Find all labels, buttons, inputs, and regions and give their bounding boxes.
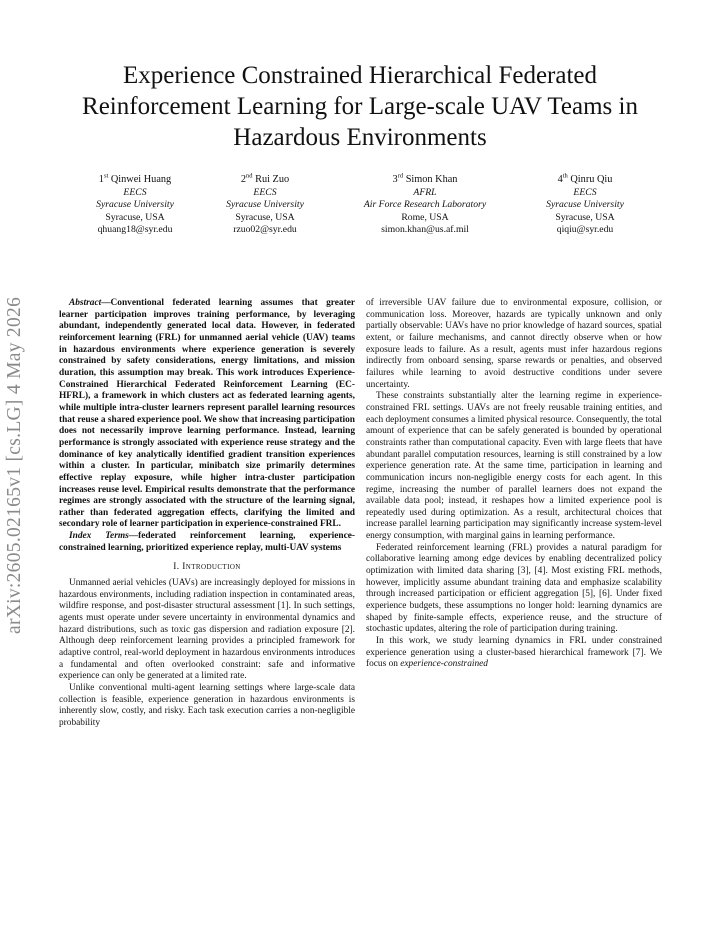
author-location: Syracuse, USA xyxy=(555,211,615,223)
author-name: 1st Qinwei Huang xyxy=(98,172,172,185)
body-paragraph: In this work, we study learning dynamics in FRL under constrained experience generation using a cluster-based hierarchical framework [7]. We focus on experience-constrained xyxy=(366,636,662,670)
author-location: Syracuse, USA xyxy=(105,211,165,223)
author-3 xyxy=(350,174,500,237)
author-location: Syracuse, USA xyxy=(235,211,295,223)
left-column xyxy=(59,298,355,730)
section-heading: I. Introduction xyxy=(173,562,241,573)
index-terms xyxy=(59,531,355,554)
author-name: 3rd Simon Khan xyxy=(392,172,458,185)
author-org: Syracuse University xyxy=(96,199,174,211)
author-email: qiqiu@syr.edu xyxy=(556,224,614,236)
body-paragraph: Federated reinforcement learning (FRL) provides a natural paradigm for collaborative learning among edge devices by enabling decentralized policy optimization with limited data sharing [3], [4]. Most existing FRL methods, however, implicitly assume abundant training data and emphasize scalability through increased participation or efficient aggregation [5], [6]. Under fixed experience budgets, these assumptions no longer hold: learning dynamics are shaped by finite-sample effects, experience reuse, and the structure of stochastic updates, altering the role of participation during training. xyxy=(366,542,662,635)
author-org: Syracuse University xyxy=(546,199,624,211)
body-paragraph: of irreversible UAV failure due to environmental exposure, collision, or communication loss. Moreover, hazards are typically unknown and only partially observable: UAVs have no prior knowledge of hazard sources, spatial extent, or failure mechanisms, and cannot directly observe when or how exposure leads to failure. As a result, agents must infer hazardous regions indirectly from onboard sensing, sparse rewards or penalties, and observed failures while learning to avoid destructive conditions under severe uncertainty. xyxy=(366,298,662,390)
index-terms-text: —federated reinforcement learning, experience-constrained learning, prioritized experience replay, multi-UAV systems xyxy=(59,531,355,553)
author-name: 2nd Rui Zuo xyxy=(240,172,290,185)
body-paragraph: Unlike conventional multi-agent learning settings where large-scale data collection is feasible, experience generation in hazardous environments is inherently slow, costly, and risky. Each task execution carries a non-negligible probability xyxy=(59,683,355,728)
body-paragraph: These constraints substantially alter the learning regime in experience-constrained FRL settings. UAVs are not freely reusable training entities, and each deployment consumes a limited physical resource. Consequently, the total amount of experience that can be safely generated is bounded by operational constraints rather than computational capacity. Even with large fleets that have abundant parallel computation resources, learning is still constrained by a low experience generation rate. At the same time, participation in learning and communication incurs non-negligible energy costs for each agent. In this regime, increasing the number of parallel learners does not expand the available data pool; instead, it reshapes how a limited experience pool is repeatedly used during optimization. As a result, architectural choices that increase parallel learning participation may significantly increase system-level energy consumption, with marginal gains in learning performance. xyxy=(366,391,662,542)
author-location: Rome, USA xyxy=(401,211,449,223)
author-email: qhuang18@syr.edu xyxy=(97,224,173,236)
author-dept: AFRL xyxy=(413,186,437,198)
author-dept: EECS xyxy=(123,186,147,198)
author-4 xyxy=(510,174,660,237)
author-dept: EECS xyxy=(573,186,597,198)
abstract xyxy=(59,298,355,531)
author-1 xyxy=(60,174,210,237)
author-org: Air Force Research Laboratory xyxy=(363,199,487,211)
arxiv-identifier: arXiv:2605.02165v1 [cs.LG] 4 May 2026 xyxy=(4,296,25,634)
body-paragraph: Unmanned aerial vehicles (UAVs) are increasingly deployed for missions in hazardous environments, including radiation inspection in contaminated areas, wildfire response, and post-disaster structural assessment [1]. In such settings, agents must operate under severe uncertainty in environmental dynamics and hazard distributions, such as toxic gas dispersion and radiation exposure [2]. Although deep reinforcement learning provides a principled framework for adaptive control, real-world deployment in hazardous environments introduces a fundamental and often overlooked constraint: safe and informative experience can only be generated at a limited rate. xyxy=(59,578,355,682)
abstract-text: —Conventional federated learning assumes that greater learner participation improves training performance, by leveraging abundant, independently generated local data. However, in federated reinforcement learning (FRL) for unmanned aerial vehicle (UAV) teams in hazardous environments where experience generation is severely constrained by safety considerations, energy limitations, and mission duration, this assumption may break. This work introduces Experience-Constrained Hierarchical Federated Reinforcement Learning (EC-HFRL), a framework in which clusters act as federated learning agents, while multiple intra-cluster learners represent parallel learning resources that reuse a shared experience pool. We show that increasing participation does not necessarily improve learning performance. Instead, learning performance is strongly associated with experience reuse strategy and the dominance of key analytically identified gradient transition experiences within a cluster. In particular, minibatch size primarily determines effective replay exposure, while higher intra-cluster participation increases reuse level. Empirical results demonstrate that the performance regimes are strongly associated with the structure of the learning signal, rather than federated aggregation effects, clarifying the limited and secondary role of learner participation in experience-constrained FRL. xyxy=(59,298,355,530)
index-terms-label: Index Terms xyxy=(69,531,129,542)
author-email: rzuo02@syr.edu xyxy=(233,224,297,236)
right-column xyxy=(366,298,662,671)
paper-title: Experience Constrained Hierarchical Federated Reinforcement Learning for Large-scale UAV Teams in Hazardous Environments xyxy=(82,62,638,151)
author-dept: EECS xyxy=(253,186,277,198)
author-org: Syracuse University xyxy=(226,199,304,211)
author-block xyxy=(60,174,660,254)
author-2 xyxy=(190,174,340,237)
abstract-label: Abstract xyxy=(69,298,102,308)
emphasis-text: experience-constrained xyxy=(400,659,488,670)
author-name: 4th Qinru Qiu xyxy=(557,172,613,185)
author-email: simon.khan@us.af.mil xyxy=(381,224,469,236)
